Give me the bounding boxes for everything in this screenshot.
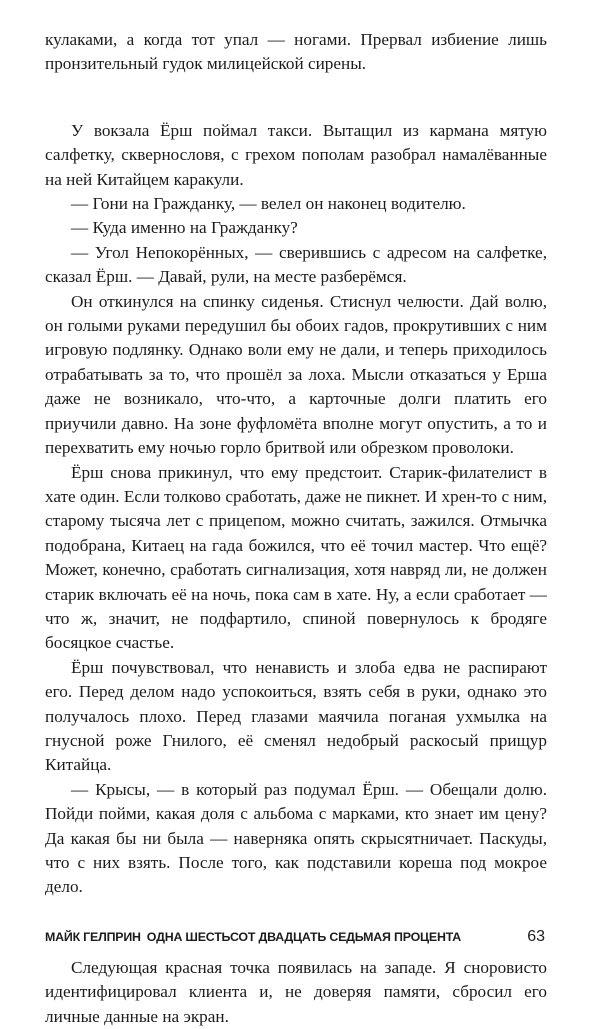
paragraph: кулаками, а когда тот упал — ногами. Прервал избиение лишь пронзительный гудок милицейской сирены. — [45, 30, 547, 74]
paragraph: Ёрш почувствовал, что ненависть и злоба едва не распирают его. Перед делом надо успокоиться, взять себя в руки, однако это получалось плохо. Перед глазами маячила поганая ухмылка на гнусной роже Гнилого, её сменял недобрый раскосый прищур Китайца. — [45, 657, 547, 775]
paragraph: У вокзала Ёрш поймал такси. Вытащил из кармана мятую салфетку, сквернословя, с грехом пополам разобрал намалёванные на ней Китайцем каракули. — [45, 120, 547, 189]
page-number: 63 — [527, 928, 545, 945]
dialogue-line: — Куда именно на Гражданку? — [71, 218, 298, 238]
paragraph: Ёрш снова прикинул, что ему предстоит. Старик-филателист в хате один. Если толково сработать, даже не пикнет. И хрен-то с ним, старому тысяча лет с прицепом, можно считать, зажился. Отмычка подобрана, Китаец на гада божился, что её точил мастер. Что ещё? Может, конечно, сработать сигнализация, хотя навряд ли, не должен старик включать её на ночь, пока сам в хате. Ну, а если сработает — что ж, значит, не подфартило, спиной повернулось к бродяге босяцкое счастье. — [45, 462, 547, 653]
dialogue-line: — Угол Непокорённых, — сверившись с адресом на салфетке, сказал Ёрш. — Давай, рули, на месте разберёмся. — [45, 242, 547, 287]
dialogue-line: — Гони на Гражданку, — велел он наконец водителю. — [71, 194, 466, 214]
page-footer — [45, 928, 545, 952]
running-head-title: ОДНА ШЕСТЬСОТ ДВАДЦАТЬ СЕДЬМАЯ ПРОЦЕНТА — [146, 930, 462, 944]
dialogue-line: — Крысы, — в который раз подумал Ёрш. — Обещали долю. Пойди пойми, какая доля с альбома с марками, кто знает им цену? Да какая бы ни была — наверняка опять скрысятничает. Паскуды, что с них взять. После того, как подставили кореша под мокрое дело. — [45, 779, 547, 897]
running-head-author: МАЙК ГЕЛПРИН — [45, 930, 141, 944]
paragraph: Следующая красная точка появилась на западе. Я сноровисто идентифицировал клиента и, не доверяя памяти, сбросил его личные данные на экран. — [45, 957, 547, 1026]
book-page — [45, 28, 547, 1029]
opening-text-block — [45, 28, 547, 77]
main-text-block — [45, 119, 547, 900]
paragraph: Он откинулся на спинку сиденья. Стиснул челюсти. Дай волю, он голыми руками передушил бы обоих гадов, прокрутивших с ним игровую подлянку. Однако воли ему не дали, и теперь приходилось отрабатывать за то, что прошёл за лоха. Мысли отказаться у Ерша даже не возникало, что-что, а карточные долги платить его приучили давно. На зоне фуфломёта вполне могут опустить, а то и перехватить ему ночью горло бритвой или обрезком проволоки. — [45, 291, 547, 458]
running-head — [45, 930, 461, 944]
final-text-block — [45, 956, 547, 1029]
